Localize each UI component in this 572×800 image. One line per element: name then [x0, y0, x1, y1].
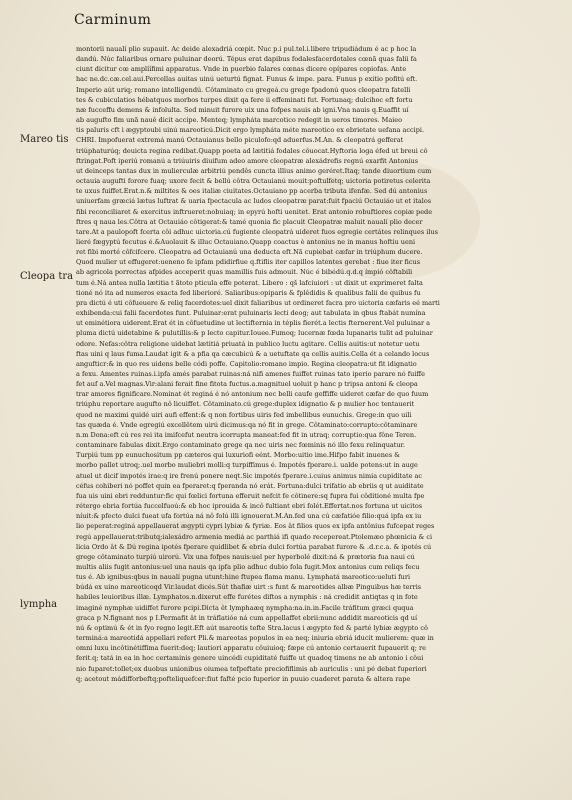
text-line: CHRI. Impofuerat extremá manú Octauianus bello piculofo:qd aduerfus.M.An. & cleopatrá gefferat [76, 136, 404, 145]
text-line: graca p N.fignant nos p I.Permafit ât in tráflatióe ná cum appellaffet ebrii:nunc addidit mareoticis qd uí [76, 613, 418, 622]
text-line: búdá ex uino mareoticoqd Vir.laudat dicés.Sút thafiæ uirt :s funt & mareotides albæ Pinguibus hæ terris [76, 583, 422, 592]
text-line: angufticr:& in quo res uidens belle códi poffe. Capitolio:romano impio. Regina cleopatra:ut fit idignatio [76, 359, 417, 368]
text-line: grege côtaminato turpiú uirorú. Vix una fofpes nauis:uel per hyperbolé dixit:ná & prætoria fua naui cú [76, 552, 415, 561]
text-line: imaginé nymphæ uidiffet furore pcipi.Dicta êt lymphaæq nympha:na.in.in.Facile tráfitum græci ququa [76, 603, 414, 612]
text-line: ut eminétiora uiderent.Erat ét in côfuetudine ut lectifternia in téplis fierét.a lectis fternerent.Vel puluinar a [76, 319, 431, 328]
text-line: trar amores fignificare.Nominat ét reginá é nó antonium nec belli caufe geffiffe uideret cæfar de quo fuum [76, 390, 429, 399]
text-line: dandú. Núc faliaribus ornare puluinar deorú. Tépus erat dapibus fodalesfacerdotales cœnã quas falii fa [76, 55, 417, 64]
text-line: regú appellauerat:tributq;ialexádro armenia mediá ac parthiá ifi quado recepereat.Ptolemæo phœnicia & ci [76, 532, 433, 541]
text-line: nio fuparet:tollet;ex duobus unionibus oiumea tefpeftate preciofiflimis ab auriculis : uni pé debat fuperiori [76, 664, 427, 673]
text-line: hac ne.dc.cæ.cel.aui.Percellas auitas uinú ueturtú fignat. Funus & impe. para. Funus p exitio pofitú eft. [76, 75, 418, 84]
text-line: multis aliis fugit antonius:uel una nauis qa ipfa plio adhuc dubio fola fugit.Mox antonius cum reliqs fecu [76, 562, 420, 571]
text-line: q; acetout mádifforbeftq;pofteliquefcer:fiut fafté pcio fuperior in puuio cuaderet parata & altera rape [76, 674, 411, 683]
text-line: odore. Nefas:côtra religione uidebat lætitiá priuatá in publico luctu agitare. Cellis auitis:ut notetur uetu [76, 339, 420, 348]
text-line: ferit.q; tatá in ea in hoc certaminis genere uincédi cupiditaté fuiffe ut quadoq timens ne ab antonio i côui [76, 654, 424, 663]
text-line: tes & cubiculatios hébatquos morbos turpes dixit qa fere ii effeminati fut. Fortunaq; dulcihoc eft fortu [76, 95, 413, 104]
text-line: Quod mulier ut effugeret:ueneno fe ipfam pdidirfiue q.ftiflis iter capillos latentes gerebat : fiue iter ficus [76, 258, 421, 267]
text-line: habiles leuioribus illæ. Lymphatos.n.dixerut effe furétes diftos a nymphis : ná credidit antiqtas q in fote [76, 593, 418, 602]
text-line: te uxus fuiffet.Erat.n.& miltites & oes italiæ ciuitates.Octauiano pp acerba tributa ifenfæ. Sed dú antonius [76, 187, 428, 196]
text-line: montorii naualí plio supauit. Ac deide alexadriá cœpit. Nuc p.i pul.tel.i.libere tripudiádum é ac p hoc la [76, 45, 417, 53]
text-line: tis paluris cft i ægyptoubi uinú mareoticú.Dicit ergo lympháta méte mareotico ex ebrietate uefana accipi. [76, 126, 425, 135]
margin-note-mareotis: Mareo tis [20, 134, 69, 145]
text-line: n.m Dona:eft cú res rei ita imifcefut neutra icorrupta maneat:fed fit in utraq; corruptio:qua fône Teren. [76, 430, 417, 439]
margin-note-cleopatra: Cleopa tra [20, 271, 74, 282]
text-line: terminá:a mareotidá appellari refert Pli.& mareotas populos in ea neq; iniuria ebriá iducit mulierem: quæ in [76, 634, 434, 643]
text-line: a fexu. Amentes ruinas.i.ipfa amés parabat ruinas:ná nifi amenes fuiffet ruinas tato iperio parare nó fuiffe [76, 370, 425, 378]
text-line: Turpiú tum pp eunuchositum pp cæteros qui luxuriofi eént. Morbo:uitio ime.Hifpo fabit inuenes & [76, 451, 400, 460]
text-line: ftres q naua les.Côtra at Octauiáo côtigerat:& tamé quonia fic placuit Cleopatræ maluit naualí plio decer [76, 217, 423, 226]
body-text-block [76, 44, 554, 684]
text-line: céfus cohiberi nó poffet quin ea fperaret:q fperanda nó erát. Fortuna:dulci trifatio ab ebriis q ut auiditate [76, 481, 424, 490]
text-line: tas quæda é. Vnde egregiú excellêtem uirú dicimus:qa nó fit in grege. Côtaminato:corrupto:côtaminare [76, 420, 418, 429]
text-line: ab agricola porrectas afpides acceperit quas mamillis fuis admouit. Núc é bibédú.q.d.q ímpió côftabili [76, 268, 413, 277]
margin-note-lympha: lympha [20, 599, 58, 610]
text-line: ret fibi morté côfcifcere. Cleopatra ad Octauianú una deducta eft.Nã cupiebat cæfar in triúphum ducere. [76, 248, 423, 257]
text-line: tum é.Ná antea nulla lætitia t ãtoto pticula effe poterat. Libero : qš lafciuiori : ut dixit ut exprimeret falta [76, 278, 423, 287]
text-line: morbo pallet utroq;.uel morbo muliebri molli:q turpiffimus é. Impotés fperare.i. ualde potens:ut in auge [76, 461, 418, 470]
text-line: fibi reconciliaret & exercitus inftrueret:nobuiaq; in epyrú hofti uenitet. Erat antonio robuftiores copiæ pede [76, 207, 433, 216]
text-line: ut deinceps tantas dux in mulierculæ arbitriú pendês cuncta illius animo geréret.Itaq; tande diuortium cum [76, 166, 432, 175]
text-line: fua uis uini ebri redduntur:fic qui fœlici fortuna efferuit nefcit fe côtinere:sq fupra fui côditioné multa fpe [76, 491, 425, 500]
text-line: fet auf a.Vel magnas.Vir:alani ferait fine fitota fuctus.a.magnituel uoluit p hanc p tripsa antoni & cleopa [76, 380, 418, 389]
text-line: pra dictú é uti côfueuere & reliq facerdotes:uel dixit faliaribus ut ordineret facra pro uictoria cæfaris eé marti [76, 298, 440, 307]
text-line: triúphaturúq; deuicta regina redibat.Quapp poeta ad lætitiá fodales côuocat.Hyftoria loga éfed ut breui cô [76, 146, 428, 155]
text-line: uniuerfam græciá lætus luftrat & uaria fpectacula ac ludos cleopatræ parat:fuit fpaciú Octauiáo ut et italos [76, 197, 432, 206]
text-line: tare.At a paulopoft fcerta côi adhuc uictoria.cú fugiente cleopatrá uideret fuos egregie certátes relinques ilus [76, 227, 438, 236]
running-header: Carminum [74, 12, 152, 28]
text-line: ftringat.Poft iperiú romanú a triúuiris diuifum adeo amore cleopatræ alexádrefis regnú exarfit Antonius [76, 156, 419, 165]
text-line: nú & optimú & ét in fyo regno legit.Eft aút mareotis tefte Stra.lacus i ægypto fed & parté lybiæ ægypto cô [76, 623, 428, 632]
text-line: rétergo ebria fortúa fuccelfuoú:& eb hoc iprouida & incô fultiant ebri folét.Effertat.nos fortuna ut uicitos [76, 502, 423, 511]
text-line: octauia augufti forore fuaq; uxore fecit & bellú côtra Octauianú mouit:poftulfetq; uictoria potiretus celerita [76, 177, 431, 186]
text-line: næ fucceffu demens & infolulta. Sed minuit furore uix una fofpes nauis ab igni.Vna nauis q.Euaffit uí [76, 105, 409, 114]
text-line: ciunt dicitur cœ amplíífimi apparatus. Vnde in puerbio falares cœnas dicere opípares copiofas. Ante [76, 65, 407, 74]
text-line: quod ne maximi quidé uiri aufi effent:& q non fortibus uiris fed imbellibus eunuchis. Grege:in quo uili [76, 410, 412, 419]
text-line: lieré fægyptú fecutus é.&Auolauit & illuc Octauiano.Quapp coactus è antonius ne in manus hoftiu ueni [76, 237, 416, 246]
text-line: omni luxu incôtinétiffima fuerit:deq; lautiori apparatu côuiuioq; fæpe cú antonio certauerit fupauerit q; re [76, 644, 426, 653]
text-line: licia Ordo ât & Dú regina ipotés fperare quidlibet & ebria dulci fortúa parabat furore & .d.r.c.a. & ipotés cú [76, 542, 432, 551]
text-line: exhibenda:cui falii facerdotes funt. Puluinar:erat puluinaris lecti deog; aut tabulata in qbus ftabát numína [76, 309, 426, 318]
text-line: níuit:& pfecto dulci fueat ufa fortúa ná nô folú illi ignouerat.M.An.fed una cú cæfatióe filio:quá ipfa ex iu [76, 512, 422, 521]
text-line: Imperio aút uriq; romano intelligendú. Côtaminato cu gregeá.cu grege fpadonú quos cleopatra fatelli [76, 85, 411, 94]
text-line: ab augufto fim unã nauê dicit accipe. Menteq; lympháta marcotico redegit in ueros timores. Maieo [76, 116, 403, 125]
text-line: atuel ut dicif impotés irae:q ire frenú ponere neqt.Sic impotés fperare.i.cuius animus nimia cupiditate ac [76, 471, 423, 480]
text-line: ftas uini q laus fuma.Laudat igit & a pfia qa cæcubicú & a uetuftate qa cellis auitis.Cella ét a celando locus [76, 349, 430, 358]
text-line: tioné nó ita ad numeros exacta fed liberioré. Saliaribus:opiparis & fplêdidis & qualibus falii de quibus fu [76, 288, 421, 297]
text-line: triúphu reportare augufto nô licuiffet. Côtaminato.cú grege:duplex idignatio & p mulier hoc tentauerit [76, 400, 415, 409]
text-line: lio peperat:reginá appellauerat ægypti cypri lybiæ & fyriæ. Eos ât filios quos ex ipfa antônius fufcepat reges [76, 522, 435, 531]
text-line: contaminare fabulas dixit.Ergo contaminato grege qa nec uiris nec fœminis nó illo fexu relinquatur. [76, 441, 406, 450]
text-line: tus é. Ab ignibus:qbus in naualí pugna utunt:hine ftupea flama manu. Lymphatá mareotico:ueluti furi [76, 573, 411, 582]
text-line: pluma dictú uidetabine & pulutillis:& p lecto capitur.Iouee.Fumoq; lucernæ fœda lupanaris tulit ad puluinar [76, 329, 433, 338]
